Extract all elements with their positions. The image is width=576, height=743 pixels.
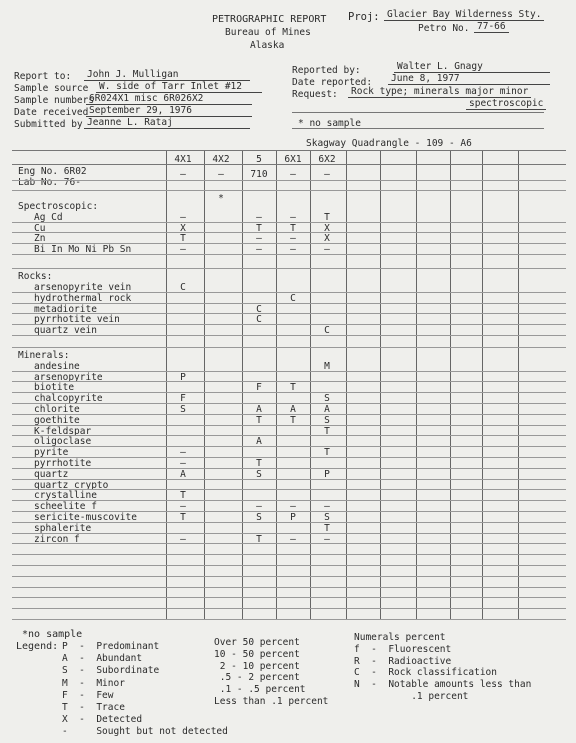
table-cell: P [180, 371, 186, 383]
table-cell: X [324, 222, 330, 234]
petro-label: Petro No. [418, 23, 470, 34]
table-cell: T [256, 533, 262, 545]
table-cell: – [256, 233, 262, 245]
table-cell: – [290, 211, 296, 223]
legend-entry: Less than .1 percent [214, 696, 329, 707]
petro-value: 77-66 [474, 21, 509, 33]
table-row-label: arsenopyrite [34, 371, 103, 383]
lab-number-label: Lab No. 76- [18, 177, 81, 188]
table-cell: – [180, 501, 186, 513]
legend-entry: 10 - 50 percent [214, 648, 300, 660]
state-name: Alaska [250, 40, 285, 51]
table-row-label: quartz crypto [34, 479, 109, 491]
table-row-label: goethite [34, 414, 80, 426]
table-cell: T [256, 414, 262, 426]
table-cell: P [324, 468, 330, 480]
table-cell: – [180, 447, 186, 459]
proj-label: Proj: [348, 11, 380, 23]
legend-entry: Numerals percent [354, 632, 446, 643]
table-row-label: chalcopyrite [34, 393, 103, 405]
info-value: John J. Mulligan [84, 69, 250, 81]
column-header: 4X1 [174, 154, 192, 165]
table-row-label: biotite [34, 382, 75, 394]
table-cell: – [324, 501, 330, 513]
table-cell: – [180, 169, 186, 180]
table-row-label: scheelite f [34, 501, 97, 513]
table-row-label: quartz [34, 468, 69, 480]
table-cell: X [324, 233, 330, 245]
table-cell: S [324, 414, 330, 426]
table-row-label: pyrite [34, 447, 69, 459]
report-title: PETROGRAPHIC REPORT [212, 14, 327, 25]
legend-entry: M - Minor [62, 677, 125, 689]
info-label: Sample source [14, 83, 89, 94]
table-cell: T [180, 490, 186, 502]
table-cell: – [180, 244, 186, 256]
table-cell: F [180, 393, 186, 405]
table-row-label: K-feldspar [34, 425, 92, 437]
column-header: 6X2 [318, 154, 336, 165]
table-cell: T [324, 447, 330, 459]
request-label: Request: [292, 89, 338, 100]
table-cell: T [324, 522, 330, 534]
table-cell: S [324, 512, 330, 524]
date-reported-value: June 8, 1977 [388, 73, 550, 85]
info-value: September 29, 1976 [86, 105, 252, 117]
info-label: Date received [14, 107, 89, 118]
info-label: Report to: [14, 71, 72, 82]
info-value: W. side of Tarr Inlet #12 [96, 81, 262, 93]
table-cell: – [290, 501, 296, 513]
footer-no-sample: *no sample [22, 629, 83, 640]
table-cell: T [324, 425, 330, 437]
table-row-label: hydrothermal rock [34, 292, 132, 304]
reported-by-label: Reported by: [292, 65, 361, 76]
table-cell: C [290, 292, 296, 304]
table-cell: T [256, 458, 262, 470]
table-cell: T [256, 222, 262, 234]
table-cell: C [324, 325, 330, 337]
proj-value: Glacier Bay Wilderness Sty. [384, 9, 544, 21]
table-cell: M [324, 360, 330, 372]
info-label: Sample numbers [14, 95, 95, 106]
table-row-label: quartz vein [34, 325, 97, 337]
legend-entry: Over 50 percent [214, 637, 300, 648]
table-cell: A [256, 404, 262, 416]
table-cell: S [324, 393, 330, 405]
table-cell: C [180, 282, 186, 293]
table-row-label: Cu [34, 222, 46, 234]
legend-entry: 2 - 10 percent [214, 660, 300, 672]
request-value-2: spectroscopic [466, 98, 546, 110]
table-cell: – [256, 501, 262, 513]
table-cell: – [180, 533, 186, 545]
info-value: Jeanne L. Rataj [84, 117, 250, 129]
legend-entry: N - Notable amounts less than [354, 679, 532, 691]
no-sample-note: * no sample [298, 118, 361, 129]
table-cell: T [324, 211, 330, 223]
no-sample-mark: * [218, 193, 224, 204]
table-cell: F [256, 382, 262, 394]
table-row-label: pyrrhotite vein [34, 314, 120, 326]
table-cell: – [290, 533, 296, 545]
table-cell: T [180, 512, 186, 524]
section-heading: Rocks: [18, 271, 53, 283]
table-cell: S [256, 468, 262, 480]
legend-entry: T - Trace [62, 702, 125, 713]
table-cell: C [256, 314, 262, 326]
table-cell: – [290, 233, 296, 245]
section-heading: Spectroscopic: [18, 201, 99, 212]
table-row-label: pyrrhotite [34, 458, 92, 470]
legend-entry: f - Fluorescent [354, 643, 452, 655]
table-row-label: sphalerite [34, 522, 92, 534]
section-heading: Minerals: [18, 350, 70, 362]
legend-entry: X - Detected [62, 714, 143, 726]
date-reported-label: Date reported: [292, 77, 373, 88]
legend-entry: .1 percent [354, 691, 469, 702]
table-cell: A [180, 468, 186, 480]
column-header: 5 [256, 154, 262, 165]
table-cell: – [324, 169, 330, 180]
table-cell: P [290, 512, 296, 524]
table-row-label: Ag Cd [34, 211, 63, 223]
table-row-label: zircon f [34, 533, 80, 545]
table-cell: X [180, 222, 186, 234]
table-cell: T [290, 382, 296, 394]
legend-entry: .5 - 2 percent [214, 672, 300, 684]
table-cell: – [180, 211, 186, 223]
column-header: 4X2 [212, 154, 230, 165]
legend-entry: - Sought but not detected [62, 726, 228, 738]
table-row-label: oligoclase [34, 436, 92, 448]
table-row-label: Bi In Mo Ni Pb Sn [34, 244, 132, 256]
table-cell: – [290, 169, 296, 180]
table-cell: – [180, 458, 186, 470]
legend-entry: .1 - .5 percent [214, 684, 306, 696]
table-cell: S [256, 512, 262, 524]
table-cell: 710 [250, 169, 268, 180]
table-cell: T [290, 222, 296, 234]
table-cell: C [256, 303, 262, 315]
table-cell: T [180, 233, 186, 245]
table-cell: T [290, 414, 296, 426]
info-label: Submitted by [14, 119, 83, 130]
legend-entry: R - Radioactive [354, 655, 452, 667]
table-row-label: arsenopyrite vein [34, 282, 132, 293]
table-row-label: chlorite [34, 404, 80, 416]
table-row-label: metadiorite [34, 303, 97, 315]
table-row-label: sericite-muscovite [34, 512, 137, 524]
table-cell: – [324, 533, 330, 545]
table-cell: – [256, 244, 262, 256]
legend-entry: C - Rock classification [354, 667, 497, 679]
table-row-label: andesine [34, 360, 80, 372]
info-value: 6R024X1 misc 6R026X2 [86, 93, 252, 105]
table-cell: – [290, 244, 296, 256]
table-cell: – [256, 211, 262, 223]
table-cell: A [324, 404, 330, 416]
table-row-label: crystalline [34, 490, 97, 502]
table-cell: S [180, 404, 186, 416]
quadrangle-label: Skagway Quadrangle - 109 - A6 [306, 138, 472, 149]
table-row-label: Zn [34, 233, 46, 245]
table-cell: A [256, 436, 262, 448]
table-cell: A [290, 404, 296, 416]
legend-entry: F - Few [62, 689, 114, 701]
table-cell: – [218, 169, 224, 180]
legend-entry: S - Subordinate [62, 665, 160, 677]
eng-number-label: Eng No. 6R02 [18, 166, 87, 177]
request-value: Rock type; minerals major minor [348, 86, 531, 98]
bureau-name: Bureau of Mines [225, 27, 311, 38]
legend-entry: P - Predominant [62, 641, 160, 652]
legend-label: Legend: [16, 641, 59, 652]
column-header: 6X1 [284, 154, 302, 165]
reported-by-value: Walter L. Gnagy [394, 61, 550, 73]
table-cell: – [324, 244, 330, 256]
legend-entry: A - Abundant [62, 653, 143, 665]
